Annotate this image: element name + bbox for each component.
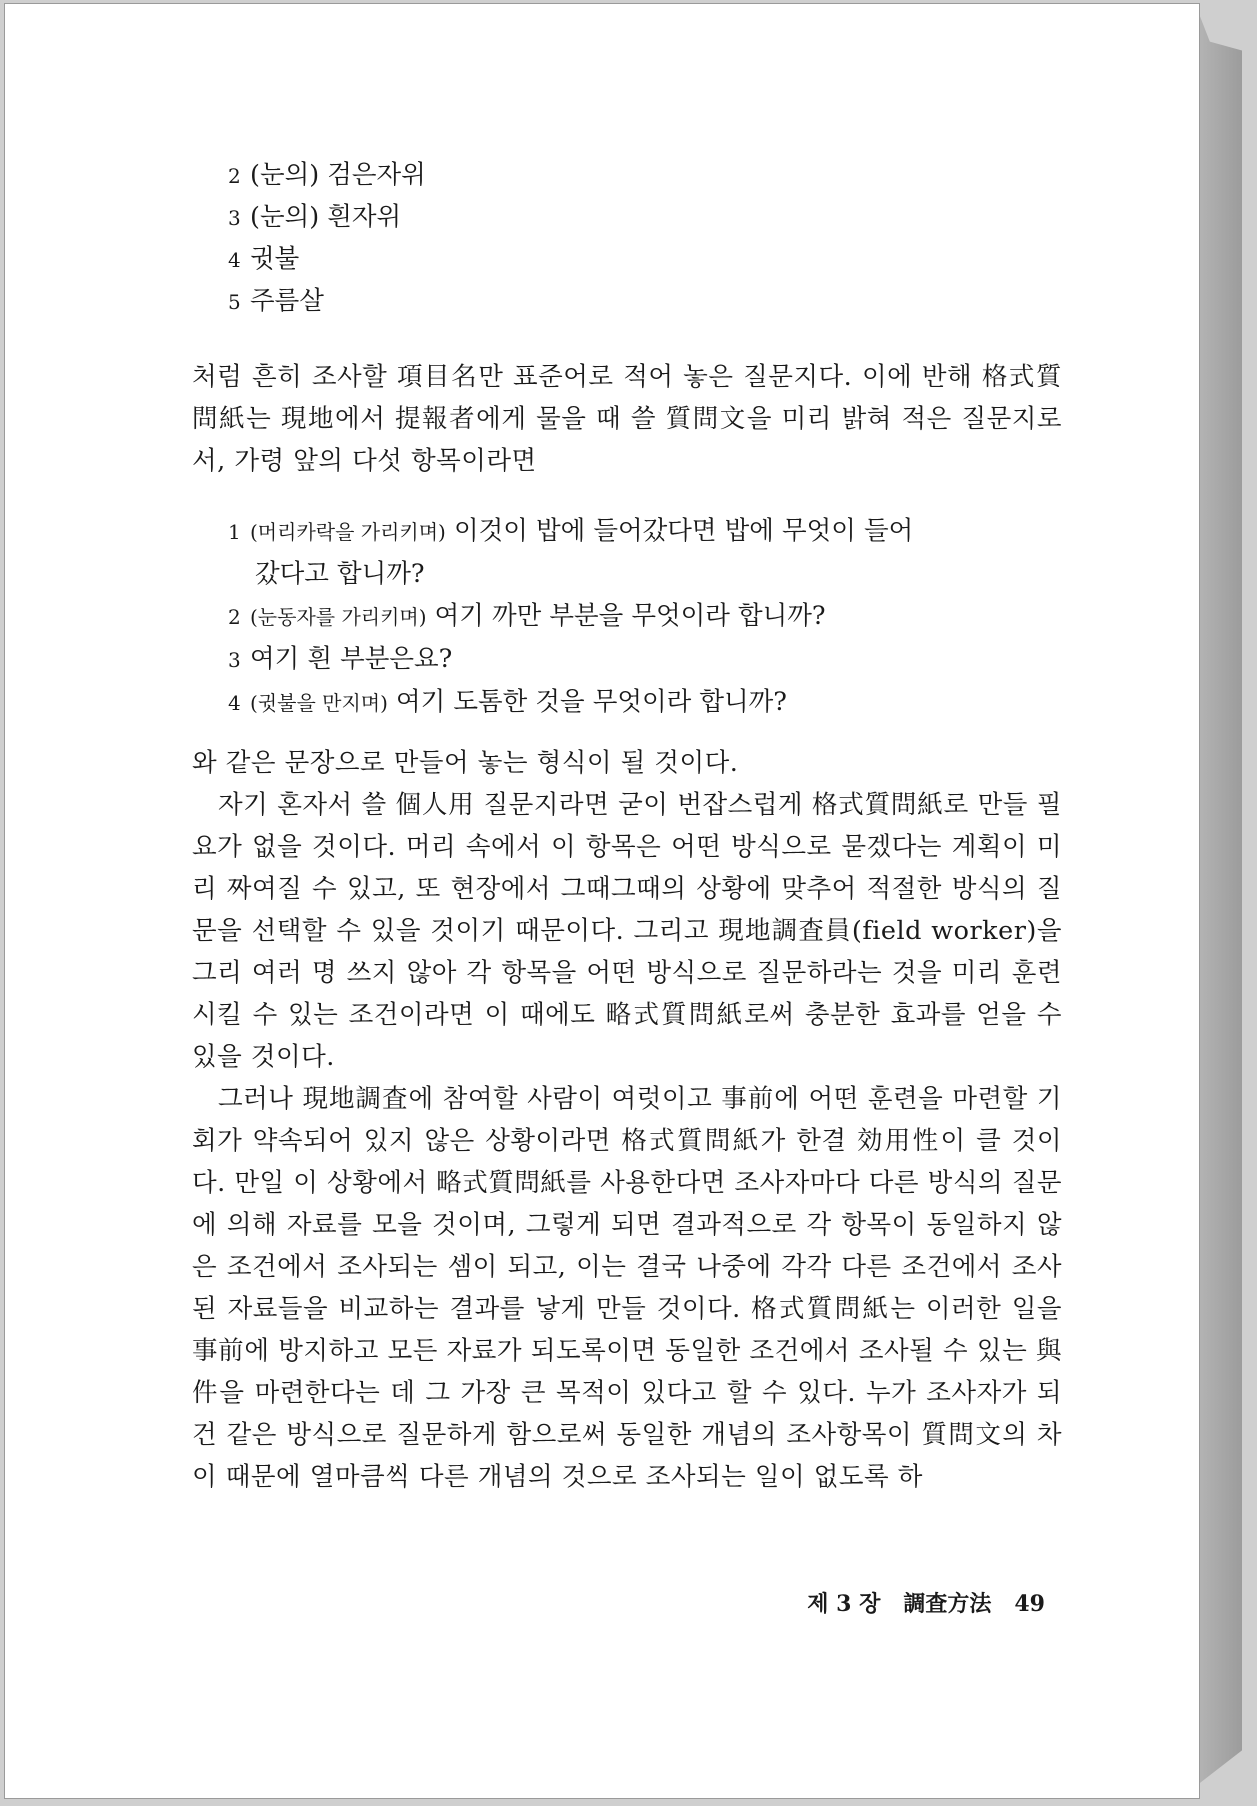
question-number: 2 [228,605,241,629]
page-edge-shadow [1196,6,1242,1786]
question-item [192,510,1062,595]
question-note: (귓불을 만지며) [250,691,388,715]
question-item [192,638,1062,681]
item-number: 2 [228,164,241,188]
item-text: (눈의) 흰자위 [250,202,402,232]
question-text: 여기 까만 부분을 무엇이라 합니까? [426,601,826,631]
question-text-continued: 갔다고 합니까? [255,559,425,589]
question-note: (눈동자를 가리키며) [250,605,427,629]
question-text: 이것이 밥에 들어갔다면 밥에 무엇이 들어 [445,516,914,546]
question-list [192,510,1062,724]
question-number: 1 [228,520,241,544]
question-item [192,681,1062,724]
item-number: 4 [228,248,241,272]
body-paragraph: 그러나 現地調査에 참여할 사람이 여럿이고 事前에 어떤 훈련을 마련할 기회가 약속되어 있지 않은 상황이라면 格式質問紙가 한결 効用性이 클 것이다. 만일 이 상황에서 略式質問紙를 사용한다면 조사자마다 다른 방식의 질문에 의해 자료를 모을 것이며, 그렇게 되면 결과적으로 각 항목이 동일하지 않은 조건에서 조사되는 셈이 되고, 이는 결국 나중에 각각 다른 조건에서 조사된 자료들을 비교하는 결과를 낳게 만들 것이다. 格式質問紙는 이러한 일을 事前에 방지하고 모든 자료가 되도록이면 동일한 조건에서 조사될 수 있는 與件을 마련한다는 데 그 가장 큰 목적이 있다고 할 수 있다. 누가 조사자가 되건 같은 방식으로 질문하게 함으로써 동일한 개념의 조사항목이 質問文의 차이 때문에 열마큼씩 다른 개념의 것으로 조사되는 일이 없도록 하 [192,1084,1062,1492]
item-number: 5 [228,290,241,314]
list-item [192,196,1062,238]
page-number: 49 [1014,1591,1045,1617]
question-text: 여기 흰 부분은요? [250,644,453,674]
page-footer [795,1587,1045,1618]
item-number: 3 [228,206,241,230]
item-text: 귓불 [250,244,300,274]
body-paragraph: 와 같은 문장으로 만들어 놓는 형식이 될 것이다. [192,748,739,778]
item-text: 주름살 [250,286,324,316]
list-item [192,154,1062,196]
chapter-title: 調査方法 [903,1591,992,1617]
item-text: (눈의) 검은자위 [250,160,426,190]
body-paragraph: 자기 혼자서 쓸 個人用 질문지라면 굳이 번잡스럽게 格式質問紙로 만들 필요가 없을 것이다. 머리 속에서 이 항목은 어떤 방식으로 묻겠다는 계획이 미리 짜여질 수 있고, 또 현장에서 그때그때의 상황에 맞추어 적절한 방식의 질문을 선택할 수 있을 것이기 때문이다. 그리고 現地調査員(field worker)을 그리 여러 명 쓰지 않아 각 항목을 어떤 방식으로 질문하라는 것을 미리 훈련시킬 수 있는 조건이라면 이 때에도 略式質問紙로써 충분한 효과를 얻을 수 있을 것이다. [192,790,1062,1072]
chapter-label: 제 3 장 [807,1591,881,1617]
list-item [192,238,1062,280]
question-number: 4 [228,691,241,715]
question-item [192,595,1062,638]
book-page [4,3,1200,1799]
question-number: 3 [228,648,241,672]
question-text: 여기 도톰한 것을 무엇이라 합니까? [387,687,787,717]
page-content [192,154,1062,1498]
list-item [192,280,1062,322]
question-note: (머리카락을 가리키며) [250,520,446,544]
item-list [192,154,1062,322]
intro-paragraph: 처럼 흔히 조사할 項目名만 표준어로 적어 놓은 질문지다. 이에 반해 格式質問紙는 現地에서 提報者에게 물을 때 쓸 質問文을 미리 밝혀 적은 질문지로서, 가령 앞의 다섯 항목이라면 [192,362,1062,476]
